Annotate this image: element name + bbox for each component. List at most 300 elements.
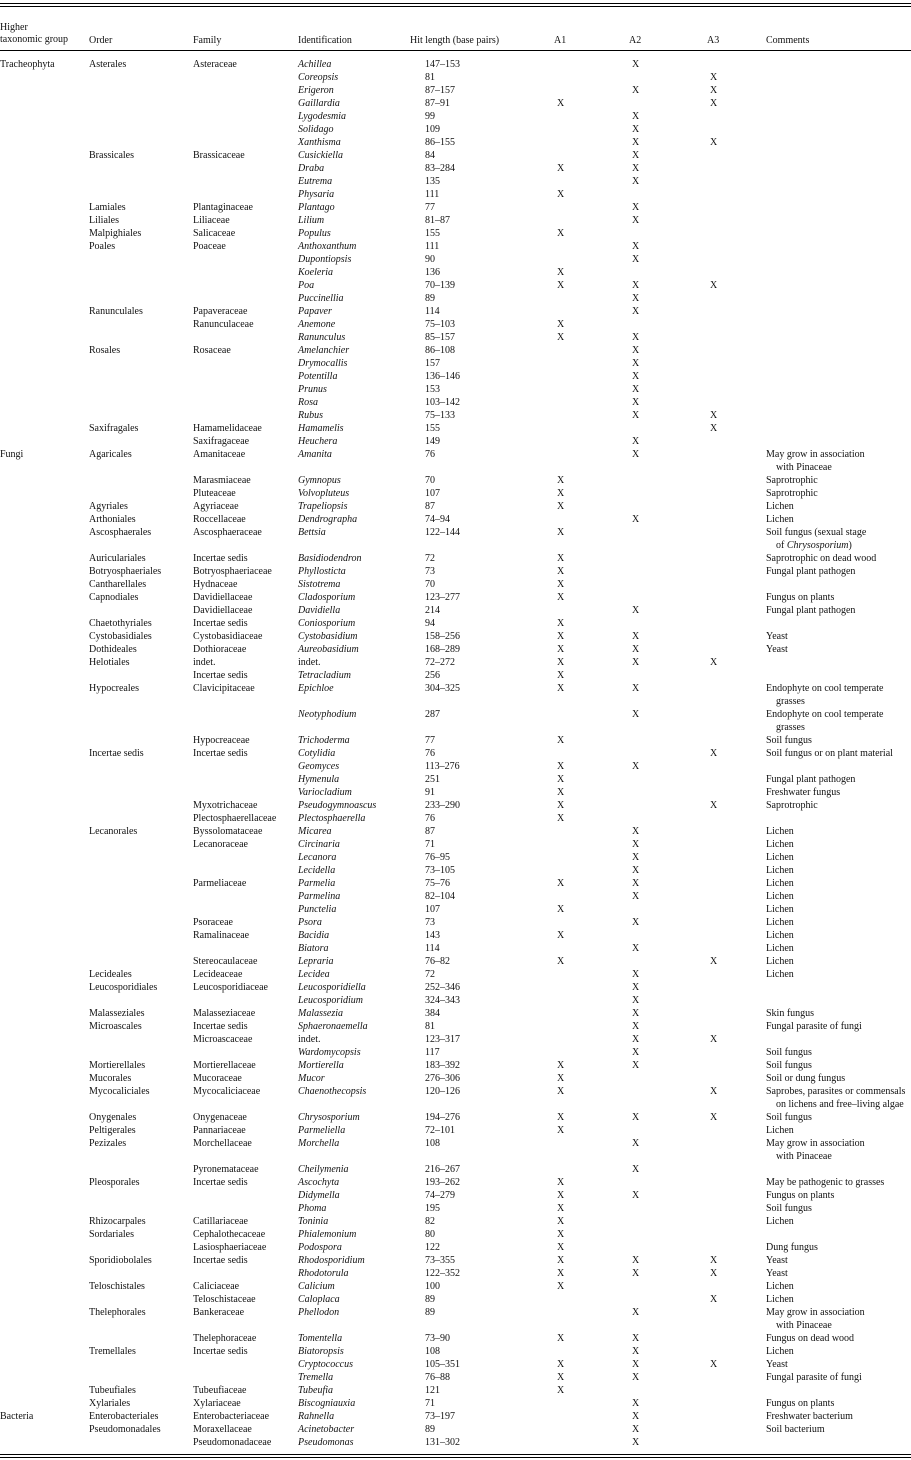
cell-identification: Neotyphodium: [298, 709, 357, 720]
cell-comment: with Pinaceae: [776, 462, 832, 473]
cell-comment: Saprotrophic: [766, 488, 818, 499]
bottom-rule-inner: [0, 1457, 911, 1458]
cell-comment: Lichen: [766, 930, 794, 941]
cell-family: Bankeraceae: [193, 1307, 245, 1318]
cell-hit-length: 87: [425, 826, 435, 837]
cell-hit-length: 103–142: [425, 397, 460, 408]
cell-a3: X: [710, 72, 718, 83]
cell-a2: X: [632, 605, 640, 616]
cell-hit-length: 72–272: [425, 657, 455, 668]
cell-a2: X: [632, 709, 640, 720]
cell-identification: Poa: [298, 280, 315, 291]
cell-a2: X: [632, 982, 640, 993]
cell-a2: X: [632, 111, 640, 122]
cell-comment: Lichen: [766, 1281, 794, 1292]
cell-identification: Caloplaca: [298, 1294, 340, 1305]
cell-a3: X: [710, 748, 718, 759]
cell-hit-length: 87: [425, 501, 435, 512]
cell-hit-length: 123–317: [425, 1034, 460, 1045]
cell-order: Dothideales: [89, 644, 137, 655]
cell-comment: May be pathogenic to grasses: [766, 1177, 885, 1188]
cell-identification: Tomentella: [298, 1333, 343, 1344]
cell-hit-length: 122–144: [425, 527, 460, 538]
cell-a2: X: [632, 1307, 640, 1318]
cell-a1: X: [557, 280, 565, 291]
cell-family: Thelephoraceae: [193, 1333, 257, 1344]
cell-identification: Phellodon: [298, 1307, 340, 1318]
cell-a2: X: [632, 1333, 640, 1344]
cell-comment: Soil fungus: [766, 1112, 812, 1123]
cell-identification: Micarea: [298, 826, 332, 837]
cell-a2: X: [632, 1047, 640, 1058]
cell-identification: Leucosporidium: [298, 995, 363, 1006]
cell-identification: Rahnella: [298, 1411, 335, 1422]
cell-hit-length: 73: [425, 917, 435, 928]
cell-hit-length: 70: [425, 579, 435, 590]
cell-hit-length: 82: [425, 1216, 435, 1227]
cell-hit-length: 70–139: [425, 280, 455, 291]
cell-hit-length: 105–351: [425, 1359, 460, 1370]
cell-family: Moraxellaceae: [193, 1424, 252, 1435]
cell-a2: X: [632, 1138, 640, 1149]
cell-order: Agyriales: [89, 501, 128, 512]
cell-family: Ramalinaceae: [193, 930, 250, 941]
cell-a1: X: [557, 163, 565, 174]
cell-a2: X: [632, 878, 640, 889]
cell-identification: Phialemonium: [298, 1229, 357, 1240]
cell-hit-length: 75–76: [425, 878, 450, 889]
cell-hit-length: 77: [425, 735, 435, 746]
cell-order: Rhizocarpales: [89, 1216, 146, 1227]
cell-family: Plectosphaerellaceae: [193, 813, 277, 824]
cell-hit-length: 70: [425, 475, 435, 486]
cell-identification: Davidiella: [298, 605, 341, 616]
cell-hit-length: 82–104: [425, 891, 455, 902]
cell-hit-length: 89: [425, 1424, 435, 1435]
cell-order: Saxifragales: [89, 423, 139, 434]
cell-hit-length: 111: [425, 241, 440, 252]
cell-a1: X: [557, 787, 565, 798]
cell-family: Plantaginaceae: [193, 202, 253, 213]
cell-identification: Dupontiopsis: [298, 254, 352, 265]
cell-comment: May grow in association: [766, 449, 865, 460]
cell-hit-length: 183–392: [425, 1060, 460, 1071]
cell-a1: X: [557, 813, 565, 824]
cell-family: Poaceae: [193, 241, 226, 252]
cell-family: Tubeufiaceae: [193, 1385, 247, 1396]
cell-hit-length: 252–346: [425, 982, 460, 993]
cell-hit-length: 120–126: [425, 1086, 460, 1097]
cell-identification: Hamamelis: [298, 423, 344, 434]
cell-a2: X: [632, 644, 640, 655]
cell-family: Incertae sedis: [193, 1021, 248, 1032]
cell-hit-length: 108: [425, 1138, 440, 1149]
cell-identification: Gymnopus: [298, 475, 341, 486]
cell-hit-length: 89: [425, 293, 435, 304]
cell-a1: X: [557, 1229, 565, 1240]
cell-hit-length: 76–95: [425, 852, 450, 863]
cell-order: Lamiales: [89, 202, 126, 213]
cell-identification: Plectosphaerella: [298, 813, 366, 824]
cell-family: Botryosphaeriaceae: [193, 566, 272, 577]
cell-a2: X: [632, 410, 640, 421]
cell-order: Onygenales: [89, 1112, 137, 1123]
cell-comment: Dung fungus: [766, 1242, 818, 1253]
cell-order: Asterales: [89, 59, 127, 70]
cell-comment: Yeast: [766, 1268, 788, 1279]
cell-comment: Lichen: [766, 501, 794, 512]
cell-hit-length: 131–302: [425, 1437, 460, 1448]
cell-comment: Soil fungus: [766, 735, 812, 746]
cell-a1: X: [557, 1216, 565, 1227]
cell-hit-length: 76–82: [425, 956, 450, 967]
cell-identification: Parmelia: [298, 878, 336, 889]
cell-order: Cantharellales: [89, 579, 147, 590]
cell-hit-length: 304–325: [425, 683, 460, 694]
cell-a3: X: [710, 1268, 718, 1279]
cell-hit-length: 136: [425, 267, 440, 278]
cell-family: Hypocreaceae: [193, 735, 250, 746]
cell-order: Ascosphaerales: [89, 527, 152, 538]
cell-hit-length: 94: [425, 618, 435, 629]
cell-order: Mycocaliciales: [89, 1086, 150, 1097]
cell-order: Auriculariales: [89, 553, 146, 564]
cell-family: Amanitaceae: [193, 449, 246, 460]
cell-comment: grasses: [776, 722, 805, 733]
cell-hit-length: 74–279: [425, 1190, 455, 1201]
cell-order: Sordariales: [89, 1229, 134, 1240]
cell-hit-length: 168–289: [425, 644, 460, 655]
header-a2: A2: [629, 35, 642, 46]
cell-identification: Parmelina: [298, 891, 341, 902]
cell-comment: Soil fungus or on plant material: [766, 748, 893, 759]
cell-family: Psoraceae: [193, 917, 233, 928]
cell-identification: Biatora: [298, 943, 329, 954]
cell-a1: X: [557, 930, 565, 941]
cell-hit-length: 384: [425, 1008, 440, 1019]
cell-order: Lecideales: [89, 969, 132, 980]
cell-comment: Endophyte on cool temperate: [766, 709, 884, 720]
cell-hit-length: 114: [425, 943, 440, 954]
cell-a1: X: [557, 618, 565, 629]
cell-family: Asteraceae: [193, 59, 237, 70]
cell-hit-length: 73–197: [425, 1411, 455, 1422]
bottom-rule: [0, 1454, 911, 1455]
cell-order: Agaricales: [89, 449, 132, 460]
cell-comment: Lichen: [766, 969, 794, 980]
cell-a3: X: [710, 956, 718, 967]
cell-identification: Coniosporium: [298, 618, 356, 629]
cell-identification: Plantago: [298, 202, 335, 213]
cell-a2: X: [632, 358, 640, 369]
cell-a2: X: [632, 241, 640, 252]
cell-hit-length: 324–343: [425, 995, 460, 1006]
cell-identification: Basidiodendron: [298, 553, 362, 564]
cell-identification: Rubus: [298, 410, 323, 421]
cell-a2: X: [632, 1034, 640, 1045]
cell-family: Davidiellaceae: [193, 592, 253, 603]
cell-hit-length: 76: [425, 748, 435, 759]
cell-identification: Chrysosporium: [298, 1112, 360, 1123]
cell-identification: Potentilla: [298, 371, 338, 382]
cell-family: Clavicipitaceae: [193, 683, 255, 694]
cell-hit-length: 72: [425, 553, 435, 564]
cell-hit-length: 81: [425, 1021, 435, 1032]
cell-identification: Cystobasidium: [298, 631, 358, 642]
cell-family: Rosaceae: [193, 345, 231, 356]
cell-comment: Lichen: [766, 956, 794, 967]
cell-identification: Pseudogymnoascus: [298, 800, 377, 811]
cell-a2: X: [632, 943, 640, 954]
cell-a1: X: [557, 553, 565, 564]
cell-identification: Calicium: [298, 1281, 335, 1292]
cell-family: Hamamelidaceae: [193, 423, 262, 434]
cell-a1: X: [557, 228, 565, 239]
cell-order: Peltigerales: [89, 1125, 136, 1136]
cell-hit-length: 114: [425, 306, 440, 317]
cell-hit-length: 147–153: [425, 59, 460, 70]
cell-family: Incertae sedis: [193, 1346, 248, 1357]
cell-a1: X: [557, 579, 565, 590]
cell-a2: X: [632, 1021, 640, 1032]
cell-a2: X: [632, 306, 640, 317]
cell-identification: Punctelia: [298, 904, 337, 915]
cell-identification: indet.: [298, 1034, 321, 1045]
cell-a2: X: [632, 1255, 640, 1266]
cell-hit-length: 155: [425, 423, 440, 434]
cell-a3: X: [710, 1034, 718, 1045]
cell-order: Leucosporidiales: [89, 982, 158, 993]
header-a3: A3: [707, 35, 720, 46]
cell-hit-length: 90: [425, 254, 435, 265]
cell-a2: X: [632, 293, 640, 304]
cell-order: Hypocreales: [89, 683, 139, 694]
cell-family: Parmeliaceae: [193, 878, 247, 889]
cell-a3: X: [710, 280, 718, 291]
cell-hit-length: 135: [425, 176, 440, 187]
cell-hit-length: 81: [425, 72, 435, 83]
cell-a1: X: [557, 1073, 565, 1084]
cell-identification: Variocladium: [298, 787, 352, 798]
cell-order: Chaetothyriales: [89, 618, 152, 629]
cell-order: Thelephorales: [89, 1307, 146, 1318]
cell-identification: Volvopluteus: [298, 488, 350, 499]
cell-family: Incertae sedis: [193, 553, 248, 564]
cell-a2: X: [632, 1424, 640, 1435]
cell-a2: X: [632, 995, 640, 1006]
cell-identification: Sphaeronaemella: [298, 1021, 368, 1032]
cell-hit-length: 195: [425, 1203, 440, 1214]
cell-a1: X: [557, 904, 565, 915]
header-hit-length: Hit length (base pairs): [410, 35, 500, 46]
cell-a1: X: [557, 1359, 565, 1370]
cell-a3: X: [710, 657, 718, 668]
cell-group: Tracheophyta: [0, 59, 55, 70]
cell-family: Dothioraceae: [193, 644, 247, 655]
cell-identification: Lilium: [298, 215, 325, 226]
cell-comment: on lichens and free–living algae: [776, 1099, 904, 1110]
cell-family: Morchellaceae: [193, 1138, 252, 1149]
cell-comment: Yeast: [766, 631, 788, 642]
cell-identification: Prunus: [298, 384, 327, 395]
cell-family: Mucoraceae: [193, 1073, 242, 1084]
cell-family: Lecideaceae: [193, 969, 243, 980]
cell-a1: X: [557, 1190, 565, 1201]
cell-identification: Heuchera: [298, 436, 338, 447]
cell-a1: X: [557, 475, 565, 486]
cell-a2: X: [632, 1398, 640, 1409]
cell-identification: Didymella: [298, 1190, 340, 1201]
cell-identification: Lygodesmia: [298, 111, 347, 122]
cell-comment: Yeast: [766, 644, 788, 655]
cell-identification: Cotylidia: [298, 748, 336, 759]
cell-a1: X: [557, 1268, 565, 1279]
cell-a3: X: [710, 1112, 718, 1123]
cell-a1: X: [557, 501, 565, 512]
cell-hit-length: 113–276: [425, 761, 460, 772]
cell-family: Davidiellaceae: [193, 605, 253, 616]
cell-identification: Biatoropsis: [298, 1346, 344, 1357]
cell-comment: Soil fungus (sexual stage: [766, 527, 867, 538]
cell-comment: Lichen: [766, 891, 794, 902]
cell-a1: X: [557, 670, 565, 681]
cell-hit-length: 107: [425, 488, 440, 499]
cell-comment: Lichen: [766, 826, 794, 837]
cell-a1: X: [557, 657, 565, 668]
cell-a1: X: [557, 189, 565, 200]
cell-a2: X: [632, 1411, 640, 1422]
cell-identification: Cryptococcus: [298, 1359, 353, 1370]
cell-order: Incertae sedis: [89, 748, 144, 759]
cell-family: Ascosphaeraceae: [193, 527, 262, 538]
cell-a2: X: [632, 332, 640, 343]
cell-hit-length: 76–88: [425, 1372, 450, 1383]
cell-hit-length: 75–103: [425, 319, 455, 330]
cell-identification: Amelanchier: [298, 345, 350, 356]
cell-a3: X: [710, 1359, 718, 1370]
cell-identification: Eutrema: [298, 176, 333, 187]
cell-identification: Populus: [298, 228, 331, 239]
cell-a3: X: [710, 1086, 718, 1097]
cell-family: Malasseziaceae: [193, 1008, 256, 1019]
cell-hit-length: 143: [425, 930, 440, 941]
cell-family: Enterobacteriaceae: [193, 1411, 270, 1422]
cell-hit-length: 99: [425, 111, 435, 122]
cell-hit-length: 76: [425, 449, 435, 460]
cell-family: Stereocaulaceae: [193, 956, 258, 967]
cell-order: Lecanorales: [89, 826, 138, 837]
cell-order: Teloschistales: [89, 1281, 145, 1292]
cell-identification: indet.: [298, 657, 321, 668]
cell-comment: Saprobes, parasites or commensals: [766, 1086, 906, 1097]
cell-hit-length: 153: [425, 384, 440, 395]
cell-a2: X: [632, 345, 640, 356]
cell-a2: X: [632, 761, 640, 772]
header-group-line1: Higher: [0, 22, 28, 33]
cell-a2: X: [632, 202, 640, 213]
cell-comment: Saprotrophic: [766, 800, 818, 811]
cell-hit-length: 73–90: [425, 1333, 450, 1344]
cell-a3: X: [710, 410, 718, 421]
cell-identification: Rosa: [298, 397, 318, 408]
cell-a1: X: [557, 1125, 565, 1136]
cell-identification: Psora: [298, 917, 322, 928]
cell-family: Hydnaceae: [193, 579, 238, 590]
cell-identification: Cladosporium: [298, 592, 356, 603]
cell-comment: Freshwater fungus: [766, 787, 841, 798]
cell-hit-length: 84: [425, 150, 435, 161]
cell-identification: Malassezia: [298, 1008, 343, 1019]
cell-family: Brassicaceae: [193, 150, 245, 161]
cell-a2: X: [632, 85, 640, 96]
cell-identification: Chaenothecopsis: [298, 1086, 367, 1097]
cell-comment: with Pinaceae: [776, 1151, 832, 1162]
cell-a2: X: [632, 163, 640, 174]
cell-family: Microascaceae: [193, 1034, 253, 1045]
cell-family: Incertae sedis: [193, 748, 248, 759]
cell-order: Mucorales: [89, 1073, 132, 1084]
cell-family: Incertae sedis: [193, 1255, 248, 1266]
cell-identification: Wardomycopsis: [298, 1047, 361, 1058]
cell-a1: X: [557, 774, 565, 785]
cell-a2: X: [632, 1008, 640, 1019]
cell-a1: X: [557, 332, 565, 343]
cell-hit-length: 81–87: [425, 215, 450, 226]
cell-a1: X: [557, 1203, 565, 1214]
cell-comment: of Chrysosporium): [776, 540, 852, 551]
cell-hit-length: 73–105: [425, 865, 455, 876]
cell-a2: X: [632, 254, 640, 265]
cell-a2: X: [632, 631, 640, 642]
cell-family: Incertae sedis: [193, 1177, 248, 1188]
cell-identification: Parmeliella: [298, 1125, 346, 1136]
cell-a1: X: [557, 878, 565, 889]
cell-a1: X: [557, 1086, 565, 1097]
cell-identification: Draba: [298, 163, 325, 174]
cell-hit-length: 121: [425, 1385, 440, 1396]
cell-family: indet.: [193, 657, 216, 668]
cell-comment: Fungus on dead wood: [766, 1333, 855, 1344]
cell-comment: Soil fungus: [766, 1060, 812, 1071]
cell-comment: Fungal plant pathogen: [766, 605, 856, 616]
cell-identification: Cusickiella: [298, 150, 343, 161]
cell-order: Mortierellales: [89, 1060, 146, 1071]
cell-a2: X: [632, 59, 640, 70]
cell-identification: Lecanora: [298, 852, 337, 863]
cell-comment: Soil bacterium: [766, 1424, 825, 1435]
cell-comment: Soil or dung fungus: [766, 1073, 846, 1084]
cell-hit-length: 76: [425, 813, 435, 824]
cell-family: Salicaceae: [193, 228, 236, 239]
header-identification: Identification: [298, 35, 352, 46]
cell-a1: X: [557, 488, 565, 499]
cell-identification: Epichloe: [298, 683, 334, 694]
cell-hit-length: 71: [425, 839, 435, 850]
cell-a2: X: [632, 1164, 640, 1175]
cell-a2: X: [632, 683, 640, 694]
cell-a2: X: [632, 1372, 640, 1383]
cell-a2: X: [632, 280, 640, 291]
cell-a3: X: [710, 98, 718, 109]
cell-hit-length: 89: [425, 1294, 435, 1305]
cell-identification: Puccinellia: [298, 293, 344, 304]
cell-identification: Physaria: [298, 189, 335, 200]
cell-hit-length: 73–355: [425, 1255, 455, 1266]
cell-hit-length: 87–91: [425, 98, 450, 109]
cell-a2: X: [632, 397, 640, 408]
header-order: Order: [89, 35, 113, 46]
cell-comment: grasses: [776, 696, 805, 707]
